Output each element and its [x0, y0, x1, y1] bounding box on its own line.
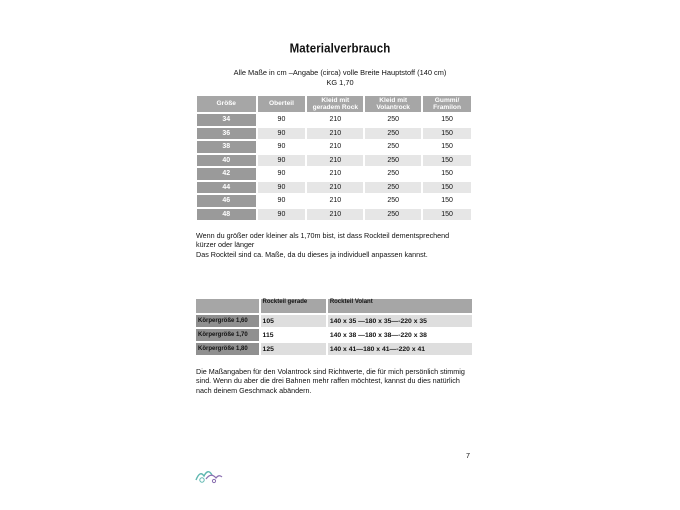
size-cell: 44: [197, 182, 256, 194]
height-label: Körpergröße 1,60: [196, 315, 259, 327]
size-cell: 46: [197, 195, 256, 207]
table-cell: 115: [261, 329, 326, 341]
table-cell: 150: [423, 114, 471, 126]
col-header-elastic: Gummi/ Framilon: [423, 96, 471, 112]
table-cell: 250: [365, 141, 421, 153]
table-row: [197, 155, 471, 167]
table-cell: 140 x 35 —180 x 35—-220 x 35: [328, 315, 472, 327]
size-cell: 48: [197, 209, 256, 221]
size-cell: 42: [197, 168, 256, 180]
height-label: Körpergröße 1,70: [196, 329, 259, 341]
note-line: Wenn du größer oder kleiner als 1,70m bist, ist dass Rockteil dementsprechend: [196, 231, 450, 240]
table-cell: 90: [258, 114, 306, 126]
skirt-table: [194, 297, 474, 357]
table-row: [197, 182, 471, 194]
note-line: nach deinem Geschmack abändern.: [196, 385, 312, 395]
adjustment-note: [196, 231, 486, 259]
table-cell: 250: [365, 128, 421, 140]
table-row: [197, 195, 471, 207]
table-cell: 140 x 41—180 x 41—-220 x 41: [328, 343, 472, 355]
table-row: [197, 128, 471, 140]
col-header-straight-skirt: Rockteil gerade: [261, 299, 326, 313]
table-cell: 90: [258, 168, 306, 180]
subtitle: [0, 68, 680, 88]
col-header-blank: [196, 299, 259, 313]
material-table-header: [197, 96, 471, 112]
table-cell: 210: [307, 195, 363, 207]
size-cell: 40: [197, 155, 256, 167]
table-cell: 150: [423, 209, 471, 221]
table-row: [197, 209, 471, 221]
table-row: [197, 141, 471, 153]
note-line: kürzer oder länger: [196, 240, 255, 250]
height-label: Körpergröße 1,80: [196, 343, 259, 355]
table-cell: 90: [258, 141, 306, 153]
table-cell: 210: [307, 168, 363, 180]
col-header-size: Größe: [197, 96, 256, 112]
size-cell: 36: [197, 128, 256, 140]
table-cell: 90: [258, 128, 306, 140]
table-cell: 90: [258, 155, 306, 167]
table-row: [197, 114, 471, 126]
table-cell: 150: [423, 168, 471, 180]
subtitle-line-1: Alle Maße in cm –Angabe (circa) volle Breite Hauptstoff (140 cm): [233, 68, 447, 77]
volant-note: [196, 367, 486, 395]
table-cell: 250: [365, 168, 421, 180]
table-cell: 90: [258, 182, 306, 194]
table-cell: 125: [261, 343, 326, 355]
page-number: 7: [466, 451, 470, 460]
size-cell: 38: [197, 141, 256, 153]
table-cell: 90: [258, 195, 306, 207]
table-row: [196, 329, 472, 341]
table-cell: 210: [307, 182, 363, 194]
col-header-volant-dress: Kleid mit Volantrock: [365, 96, 421, 112]
table-cell: 250: [365, 182, 421, 194]
table-cell: 250: [365, 209, 421, 221]
table-cell: 150: [423, 182, 471, 194]
table-row: [196, 315, 472, 327]
table-cell: 250: [365, 114, 421, 126]
table-cell: 150: [423, 128, 471, 140]
table-cell: 210: [307, 141, 363, 153]
col-header-volant-skirt: Rockteil Volant: [328, 299, 472, 313]
size-cell: 34: [197, 114, 256, 126]
col-header-straight-dress: Kleid mit geradem Rock: [307, 96, 363, 112]
brand-logo-icon: [194, 466, 224, 484]
table-cell: 140 x 38 —180 x 38—-220 x 38: [328, 329, 472, 341]
material-table: [195, 94, 473, 222]
table-cell: 90: [258, 209, 306, 221]
note-line: Die Maßangaben für den Volantrock sind Richtwerte, die für mich persönlich stimmig: [196, 367, 465, 376]
col-header-bodice: Oberteil: [258, 96, 306, 112]
table-cell: 250: [365, 155, 421, 167]
table-cell: 250: [365, 195, 421, 207]
skirt-table-header: [196, 299, 472, 313]
table-cell: 210: [307, 155, 363, 167]
table-row: [197, 168, 471, 180]
note-line: sind. Wenn du aber die drei Bahnen mehr raffen möchtest, kannst du dies natürlich: [196, 376, 460, 386]
table-row: [196, 343, 472, 355]
note-line: Das Rockteil sind ca. Maße, da du dieses ja individuell anpassen kannst.: [196, 249, 428, 259]
subtitle-line-2: KG 1,70: [326, 78, 354, 87]
table-cell: 150: [423, 195, 471, 207]
table-cell: 210: [307, 114, 363, 126]
table-cell: 210: [307, 128, 363, 140]
table-cell: 210: [307, 209, 363, 221]
page-title: Materialverbrauch: [289, 42, 391, 56]
table-cell: 150: [423, 141, 471, 153]
table-cell: 150: [423, 155, 471, 167]
table-cell: 105: [261, 315, 326, 327]
